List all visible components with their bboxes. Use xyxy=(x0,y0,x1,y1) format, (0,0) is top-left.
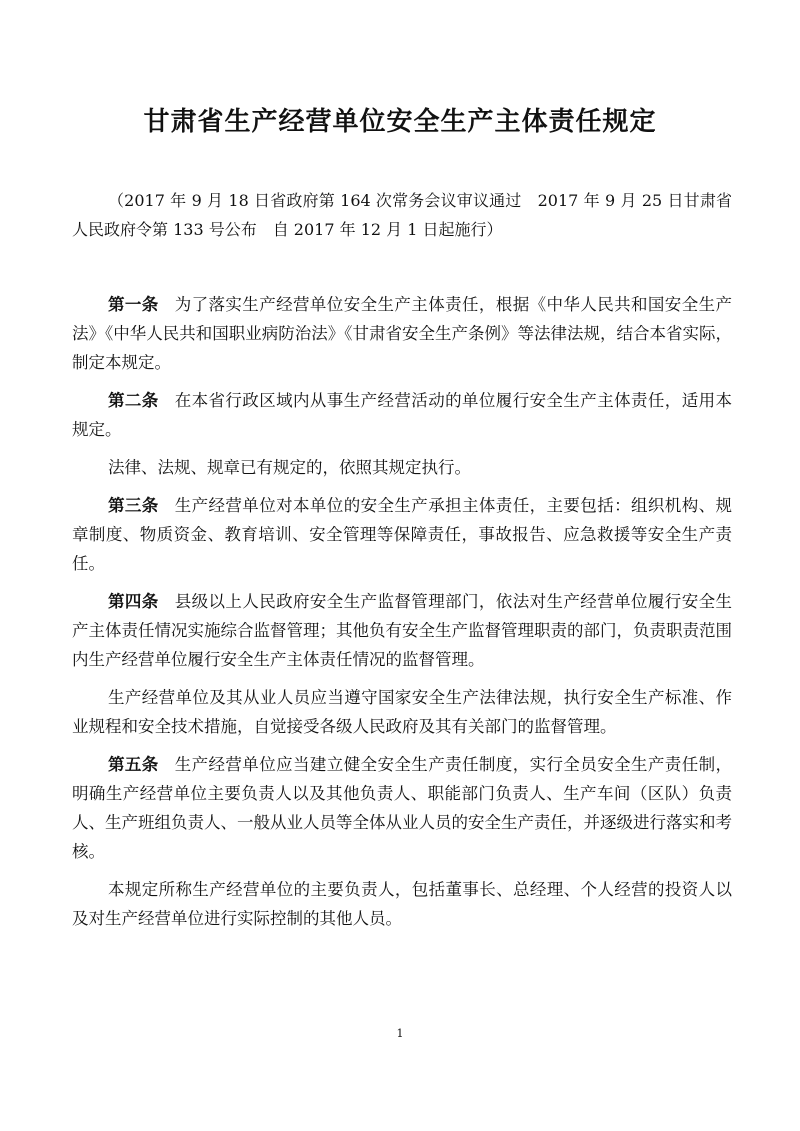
document-subtitle: （2017 年 9 月 18 日省政府第 164 次常务会议审议通过 2017 年 9 月 25 日甘肃省人民政府令第 133 号公布 自 2017 年 12 月 1 日起施行） xyxy=(72,191,732,239)
paragraph-text: 本规定所称生产经营单位的主要负责人，包括董事长、总经理、个人经营的投资人以及对生产经营单位进行实际控制的其他人员。 xyxy=(72,880,732,928)
article-number: 第一条 xyxy=(108,295,159,314)
paragraph-text: 县级以上人民政府安全生产监督管理部门，依法对生产经营单位履行安全生产主体责任情况实施综合监督管理；其他负有安全生产监督管理职责的部门，负责职责范围内生产经营单位履行安全生产主体责任情况的监督管理。 xyxy=(72,592,733,669)
page-number: 1 xyxy=(396,1027,404,1040)
paragraph xyxy=(72,290,732,377)
paragraph xyxy=(72,683,732,741)
article-number: 第二条 xyxy=(108,391,159,410)
paragraph-text: 为了落实生产经营单位安全生产主体责任，根据《中华人民共和国安全生产法》《中华人民共和国职业病防治法》《甘肃省安全生产条例》等法律法规，结合本省实际，制定本规定。 xyxy=(72,295,733,372)
paragraph xyxy=(72,587,732,674)
article-number: 第五条 xyxy=(108,755,159,774)
paragraph xyxy=(72,386,732,444)
paragraph xyxy=(72,491,732,578)
paragraph xyxy=(72,453,732,482)
paragraph-text: 法律、法规、规章已有规定的，依照其规定执行。 xyxy=(108,458,471,477)
paragraph-text: 在本省行政区域内从事生产经营活动的单位履行安全生产主体责任，适用本规定。 xyxy=(72,391,733,439)
paragraph xyxy=(72,750,732,866)
paragraph-text: 生产经营单位及其从业人员应当遵守国家安全生产法律法规，执行安全生产标准、作业规程和安全技术措施，自觉接受各级人民政府及其有关部门的监督管理。 xyxy=(72,688,732,736)
article-number: 第四条 xyxy=(108,592,159,611)
document-body xyxy=(72,290,732,942)
paragraph-text: 生产经营单位应当建立健全安全生产责任制度，实行全员安全生产责任制，明确生产经营单位主要负责人以及其他负责人、职能部门负责人、生产车间（区队）负责人、生产班组负责人、一般从业人员等全体从业人员的安全生产责任，并逐级进行落实和考核。 xyxy=(72,755,733,861)
paragraph-text: 生产经营单位对本单位的安全生产承担主体责任，主要包括：组织机构、规章制度、物质资金、教育培训、安全管理等保障责任，事故报告、应急救援等安全生产责任。 xyxy=(72,496,733,573)
paragraph xyxy=(72,875,732,933)
article-number: 第三条 xyxy=(108,496,159,515)
document-title: 甘肃省生产经营单位安全生产主体责任规定 xyxy=(143,107,657,137)
